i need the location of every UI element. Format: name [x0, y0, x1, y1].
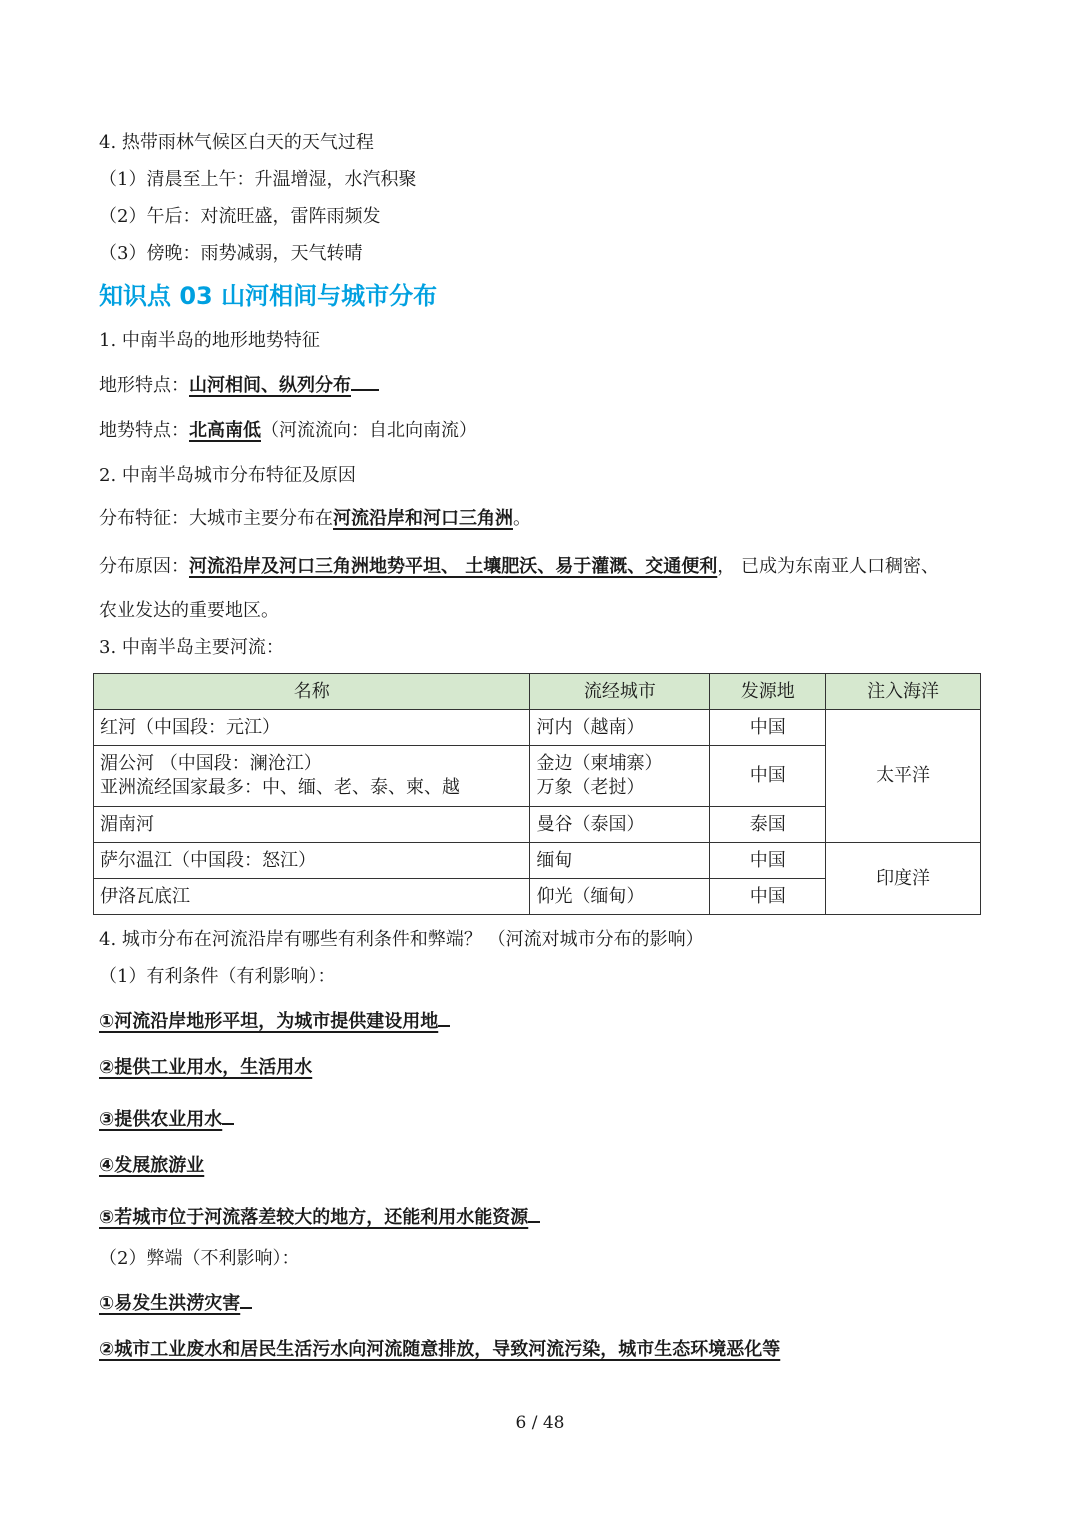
weather-line-1: （1）清晨至上午：升温增湿，水汽积聚: [99, 169, 417, 190]
river-city-line-1: 金边（柬埔寨）: [536, 753, 663, 774]
answer-blank: [438, 1007, 450, 1027]
header-source: 发源地: [710, 674, 826, 710]
ocean-indian: 印度洋: [826, 843, 981, 915]
advantage-item: [99, 1203, 540, 1230]
reason-value: 河流沿岸及河口三角洲地势平坦、 土壤肥沃、易于灌溉、交通便利: [189, 556, 718, 577]
weather-title: 4. 热带雨林气候区白天的天气过程: [99, 132, 374, 153]
river-source: 中国: [710, 843, 826, 879]
reason-line: [99, 555, 939, 579]
disadvantages-title: （2）弊端（不利影响）：: [99, 1248, 300, 1269]
river-name: 伊洛瓦底江: [94, 879, 530, 915]
header-ocean: 注入海洋: [826, 674, 981, 710]
disadvantage-text: ①易发生洪涝灾害: [99, 1293, 241, 1314]
river-name-line-2: 亚洲流经国家最多：中、缅、老、泰、柬、越: [100, 777, 460, 798]
advantage-text: ⑤若城市位于河流落差较大的地方，还能利用水能资源: [99, 1207, 529, 1228]
header-city: 流经城市: [530, 674, 710, 710]
table-header-row: [94, 674, 981, 710]
river-city: [530, 746, 710, 807]
slope-value: 北高南低: [189, 420, 261, 441]
river-source: 中国: [710, 879, 826, 915]
slope-label: 地势特点：: [99, 420, 189, 441]
answer-blank: [351, 371, 379, 391]
rivers-table: [93, 673, 981, 915]
river-name: 萨尔温江（中国段：怒江）: [94, 843, 530, 879]
feature-end: 。: [513, 508, 531, 529]
advantage-item: [99, 1105, 234, 1132]
landform-value: 山河相间、纵列分布: [189, 375, 351, 396]
answer-blank: [240, 1289, 252, 1309]
river-city: 曼谷（泰国）: [530, 807, 710, 843]
disadvantage-item: [99, 1289, 252, 1316]
river-name: 湄南河: [94, 807, 530, 843]
reason-label: 分布原因：: [99, 556, 189, 577]
ocean-pacific: 太平洋: [826, 710, 981, 843]
reason-rest: ， 已成为东南亚人口稠密、: [717, 556, 939, 577]
feature-value: 河流沿岸和河口三角洲: [333, 508, 513, 529]
landform-line: [99, 371, 379, 398]
header-name: 名称: [94, 674, 530, 710]
advantage-item: [99, 1154, 204, 1178]
river-name: 红河（中国段：元江）: [94, 710, 530, 746]
answer-blank: [528, 1203, 540, 1223]
advantage-text: ④发展旅游业: [99, 1155, 205, 1176]
river-city-line-2: 万象（老挝）: [536, 777, 645, 798]
river-name: [94, 746, 530, 807]
reason-continuation: 农业发达的重要地区。: [99, 600, 279, 621]
impact-title: 4. 城市分布在河流沿岸有哪些有利条件和弊端？ （河流对城市分布的影响）: [99, 929, 704, 950]
table-row: [94, 843, 981, 879]
river-city: 仰光（缅甸）: [530, 879, 710, 915]
river-city: 河内（越南）: [530, 710, 710, 746]
advantage-item: [99, 1056, 312, 1080]
slope-line: [99, 419, 477, 443]
advantage-text: ①河流沿岸地形平坦，为城市提供建设用地: [99, 1011, 439, 1032]
advantage-item: [99, 1007, 450, 1034]
advantage-text: ②提供工业用水，生活用水: [99, 1057, 313, 1078]
page-number: 6 / 48: [515, 1413, 565, 1433]
river-source: 中国: [710, 746, 826, 807]
weather-line-3: （3）傍晚：雨势减弱，天气转晴: [99, 243, 363, 264]
weather-line-2: （2）午后：对流旺盛，雷阵雨频发: [99, 206, 381, 227]
disadvantage-text: ②城市工业废水和居民生活污水向河流随意排放，导致河流污染，城市生态环境恶化等: [99, 1339, 781, 1360]
answer-blank: [222, 1105, 234, 1125]
advantage-text: ③提供农业用水: [99, 1109, 223, 1130]
section-heading: 知识点 03 山河相间与城市分布: [99, 282, 438, 310]
river-name-line-1: 湄公河 （中国段：澜沧江）: [100, 753, 322, 774]
river-source: 泰国: [710, 807, 826, 843]
disadvantage-item: [99, 1338, 780, 1362]
landform-label: 地形特点：: [99, 375, 189, 396]
feature-line: [99, 507, 531, 531]
river-source: 中国: [710, 710, 826, 746]
terrain-title: 1. 中南半岛的地形地势特征: [99, 330, 320, 351]
cities-title: 2. 中南半岛城市分布特征及原因: [99, 465, 356, 486]
river-city: 缅甸: [530, 843, 710, 879]
advantages-title: （1）有利条件（有利影响）：: [99, 966, 336, 987]
slope-note: （河流流向：自北向南流）: [261, 420, 477, 441]
rivers-title: 3. 中南半岛主要河流：: [99, 637, 284, 658]
table-row: [94, 710, 981, 746]
feature-label: 分布特征：大城市主要分布在: [99, 508, 333, 529]
